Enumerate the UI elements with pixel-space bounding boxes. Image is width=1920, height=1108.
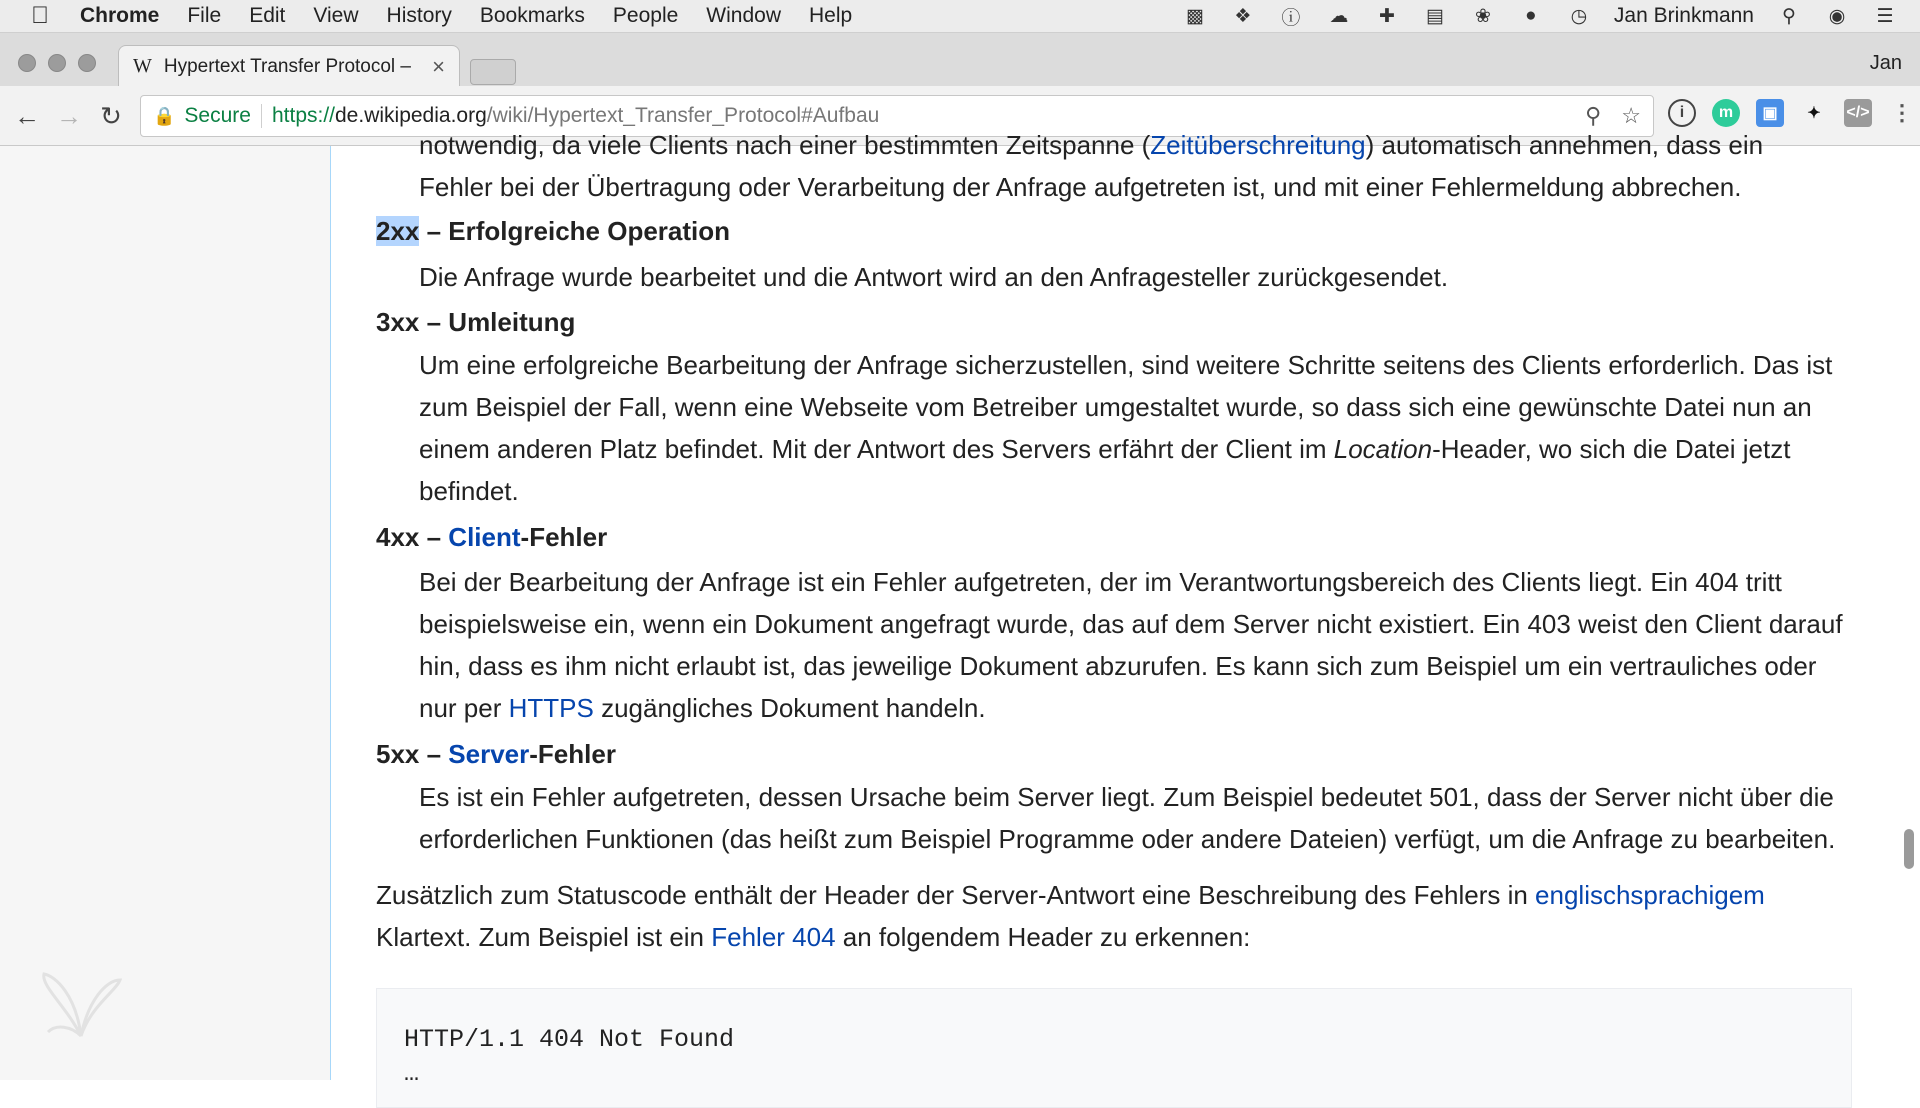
link-fehler-404[interactable]: Fehler 404 bbox=[711, 922, 836, 952]
menu-bookmarks[interactable]: Bookmarks bbox=[479, 4, 585, 27]
cloud-sync-icon[interactable]: ☁ bbox=[1329, 5, 1349, 27]
link-englischsprachigem[interactable]: englischsprachigem bbox=[1535, 880, 1765, 910]
clapper-icon[interactable]: ▤ bbox=[1425, 5, 1444, 27]
leaf-icon[interactable]: ❀ bbox=[1474, 5, 1491, 27]
minimize-window-button[interactable] bbox=[48, 54, 66, 72]
vertical-scrollbar[interactable] bbox=[1904, 829, 1914, 869]
desc-2xx: Die Anfrage wurde bearbeitet und die Antwort wird an den Anfragesteller zurückgesendet. bbox=[419, 262, 1449, 292]
tab-title: Hypertext Transfer Protocol – bbox=[163, 55, 411, 77]
link-server[interactable]: Server bbox=[448, 739, 530, 769]
notification-center-icon[interactable]: ☰ bbox=[1876, 5, 1894, 27]
new-tab-button[interactable] bbox=[470, 59, 516, 85]
reload-icon[interactable]: ↻ bbox=[100, 100, 122, 131]
heading-3xx: 3xx – Umleitung bbox=[376, 307, 576, 337]
profile-button[interactable]: Jan bbox=[1869, 52, 1902, 74]
chat-bubble-icon[interactable]: ● bbox=[1525, 5, 1537, 26]
url-path: /wiki/Hypertext_Transfer_Protocol#Aufbau bbox=[486, 104, 880, 127]
menu-file[interactable]: File bbox=[187, 4, 222, 27]
wikipedia-sidebar bbox=[0, 146, 331, 1080]
plus-tool-icon[interactable]: ✚ bbox=[1378, 5, 1395, 27]
desc-4xx: Bei der Bearbeitung der Anfrage ist ein Fehler aufgetreten, der im Verantwortungsbereich des Clients liegt. Ein 404 tritt beispielsweise ein, wenn ein Dokument angefragt wurde, das auf dem Server nicht existiert. Ein 403 weist den Client darauf hin, dass es ihm nicht erlaubt ist, das jeweilige Dokument abzurufen. Es kann sich zum Beispiel um ein vertrauliches oder nur per HTTPS zugängliches Dokument handeln. bbox=[419, 567, 1843, 723]
timeout-line: Fehler bei der Übertragung oder Verarbeitung der Anfrage aufgetreten ist, und mit einer Fehlermeldung abbrechen. bbox=[419, 172, 1742, 202]
onepassword-extension-icon[interactable]: i bbox=[1668, 99, 1696, 127]
password-manager-icon[interactable]: ⓘ bbox=[1281, 7, 1301, 29]
link-client[interactable]: Client bbox=[448, 522, 521, 552]
menu-app-chrome[interactable]: Chrome bbox=[80, 4, 160, 27]
bookmark-star-icon[interactable]: ☆ bbox=[1621, 103, 1641, 128]
menu-view[interactable]: View bbox=[313, 4, 359, 27]
screen-recorder-icon[interactable]: ▩ bbox=[1185, 5, 1204, 27]
window-controls bbox=[18, 54, 96, 72]
status-header-paragraph: Zusätzlich zum Statuscode enthält der Header der Server-Antwort eine Beschreibung des Fehlers in englischsprachigem Klartext. Zum Beispiel ist ein Fehler 404 an folgendem Header zu erkennen: bbox=[376, 880, 1765, 952]
close-tab-icon[interactable]: × bbox=[432, 53, 445, 79]
back-arrow-icon[interactable]: ← bbox=[14, 100, 40, 131]
selected-text-2xx[interactable]: 2xx bbox=[376, 216, 420, 246]
screen-extension-icon[interactable]: ▣ bbox=[1756, 99, 1784, 127]
code-line-ellipsis: … bbox=[404, 1059, 420, 1088]
menubar-user-name[interactable]: Jan Brinkmann bbox=[1613, 4, 1754, 27]
page-viewport bbox=[0, 130, 1920, 1088]
heading-4xx: 4xx – Client-Fehler bbox=[376, 522, 608, 552]
heading-2xx: 2xx – Erfolgreiche Operation bbox=[376, 216, 731, 246]
forward-arrow-icon[interactable]: → bbox=[56, 100, 82, 131]
m-extension-icon[interactable]: m bbox=[1712, 99, 1740, 127]
zoom-window-button[interactable] bbox=[78, 54, 96, 72]
menu-people[interactable]: People bbox=[612, 4, 679, 27]
wikipedia-favicon-icon: W bbox=[133, 55, 152, 77]
url-host: de.wikipedia.org bbox=[335, 104, 487, 127]
dropbox-icon[interactable]: ❖ bbox=[1234, 5, 1252, 27]
zoom-icon[interactable]: ⚲ bbox=[1585, 103, 1602, 128]
siri-icon[interactable]: ◉ bbox=[1828, 5, 1846, 27]
code-line-status: HTTP/1.1 404 Not Found bbox=[404, 1025, 735, 1054]
secure-indicator[interactable] bbox=[153, 104, 251, 128]
code-extension-icon[interactable]: </> bbox=[1844, 99, 1872, 127]
menu-history[interactable]: History bbox=[386, 4, 452, 27]
url-scheme: https:// bbox=[271, 104, 335, 127]
menu-window[interactable]: Window bbox=[706, 4, 781, 27]
omnibox-divider bbox=[261, 104, 262, 128]
clipped-line: notwendig, da viele Clients nach einer bestimmten Zeitspanne (Zeitüberschreitung) automatisch annehmen, dass ein bbox=[419, 130, 1764, 160]
tab-wikipedia-http[interactable] bbox=[118, 45, 460, 87]
tab-strip bbox=[0, 33, 1920, 86]
spotlight-search-icon[interactable]: ⚲ bbox=[1782, 5, 1796, 27]
link-zeitueberschreitung[interactable]: Zeitüberschreitung bbox=[1150, 130, 1366, 160]
article-content bbox=[376, 130, 1852, 1088]
chrome-menu-icon[interactable]: ⋮ bbox=[1891, 100, 1913, 125]
time-machine-icon[interactable]: ◷ bbox=[1570, 5, 1588, 27]
bird-extension-icon[interactable]: ✦ bbox=[1807, 105, 1821, 122]
menu-help[interactable]: Help bbox=[809, 4, 853, 27]
close-window-button[interactable] bbox=[18, 54, 36, 72]
menu-edit[interactable]: Edit bbox=[249, 4, 286, 27]
code-block bbox=[376, 988, 1852, 1108]
secure-label: Secure bbox=[184, 104, 251, 127]
desc-3xx: Um eine erfolgreiche Bearbeitung der Anfrage sicherzustellen, sind weitere Schritte seitens des Clients erforderlich. Das ist zum Beispiel der Fall, wenn eine Webseite vom Betreiber umgestaltet wurde, so dass sich eine gewünschte Datei nun an einem anderen Platz befindet. Mit der Antwort des Servers erfährt der Client im Location-Header, wo sich die Datei jetzt befindet. bbox=[419, 350, 1833, 506]
butterfly-watermark-icon bbox=[36, 966, 126, 1046]
macos-menu-bar bbox=[0, 0, 1920, 33]
desc-5xx: Es ist ein Fehler aufgetreten, dessen Ursache beim Server liegt. Zum Beispiel bedeutet 501, dass der Server nicht über die erforderlichen Funktionen (das heißt zum Beispiel Programme oder andere Dateien) verfügt, um die Anfrage zu bearbeiten. bbox=[419, 782, 1836, 854]
link-https[interactable]: HTTPS bbox=[508, 693, 594, 723]
lock-icon: 🔒 bbox=[153, 105, 176, 126]
apple-menu-icon[interactable] bbox=[0, 2, 80, 30]
heading-5xx: 5xx – Server-Fehler bbox=[376, 739, 616, 769]
